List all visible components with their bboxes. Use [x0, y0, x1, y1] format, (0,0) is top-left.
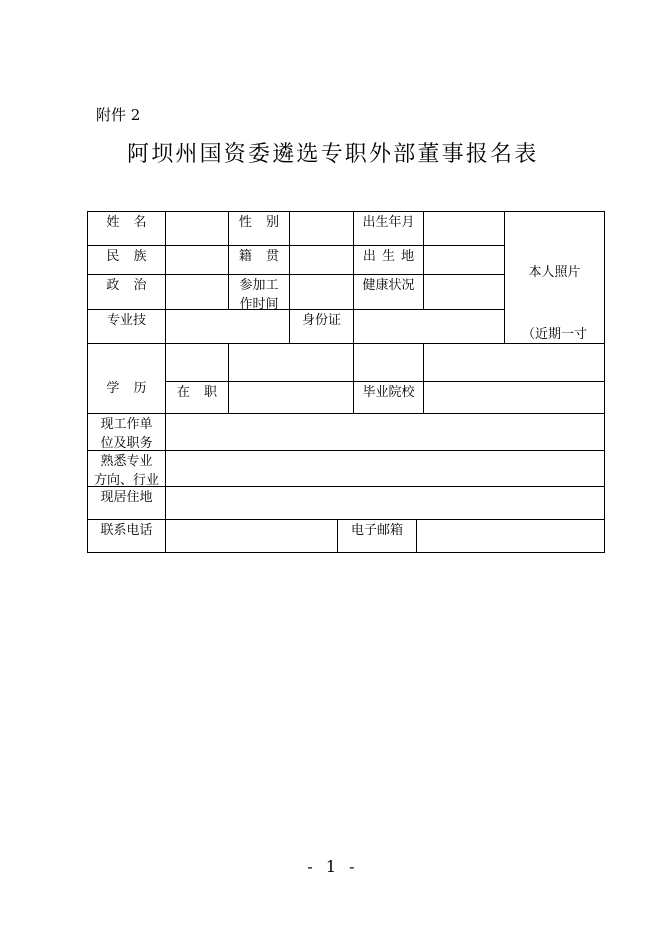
photo-line-2: （近期一寸: [521, 327, 587, 342]
expertise-value-cell: [166, 451, 605, 487]
birthplace-label: 出 生 地: [354, 246, 424, 275]
professional-title-value-cell: [166, 310, 290, 344]
full-time-school-label-cell: [354, 344, 424, 382]
attachment-label: 附件 2: [96, 106, 141, 124]
in-service-school-label: 毕业院校: [354, 382, 424, 414]
id-card-value-cell: [354, 310, 505, 344]
in-service-education-value-cell: [229, 382, 354, 414]
full-time-education-value-cell: [229, 344, 354, 382]
photo-placeholder: [505, 212, 605, 344]
residence-value-cell: [166, 487, 605, 520]
name-value-cell: [166, 212, 229, 246]
work-start-label: 参加工 作时间: [229, 275, 290, 310]
health-label: 健康状况: [354, 275, 424, 310]
name-label: 姓 名: [88, 212, 166, 246]
education-label: 学 历: [106, 381, 147, 396]
page-number: - 1 -: [307, 857, 355, 876]
ethnicity-label: 民 族: [88, 246, 166, 275]
political-status-value-cell: [166, 275, 229, 310]
native-place-label: 籍 贯: [229, 246, 290, 275]
birth-date-value-cell: [424, 212, 505, 246]
current-position-value-cell: [166, 414, 605, 451]
professional-title-label: 专业技: [88, 310, 166, 344]
gender-label: 性 别: [229, 212, 290, 246]
political-status-label: 政 治: [88, 275, 166, 310]
full-time-school-value-cell: [424, 344, 605, 382]
in-service-label: 在 职: [166, 382, 229, 414]
phone-label: 联系电话: [88, 520, 166, 553]
email-label: 电子邮箱: [338, 520, 417, 553]
registration-form-table: [87, 211, 605, 553]
full-time-label-cell: [166, 344, 229, 382]
email-value-cell: [417, 520, 605, 553]
id-card-label: 身份证: [290, 310, 354, 344]
photo-line-1: 本人照片: [528, 265, 581, 280]
native-place-value-cell: [290, 246, 354, 275]
current-position-label: 现工作单 位及职务: [88, 414, 166, 451]
gender-value-cell: [290, 212, 354, 246]
residence-label: 现居住地: [88, 487, 166, 520]
form-title: 阿坝州国资委遴选专职外部董事报名表: [127, 142, 539, 167]
expertise-label: 熟悉专业 方向、行业: [88, 451, 166, 487]
health-value-cell: [424, 275, 505, 310]
education-degree-label: [88, 344, 166, 414]
birth-date-label: 出生年月: [354, 212, 424, 246]
ethnicity-value-cell: [166, 246, 229, 275]
work-start-value-cell: [290, 275, 354, 310]
in-service-school-value-cell: [424, 382, 605, 414]
phone-value-cell: [166, 520, 338, 553]
birthplace-value-cell: [424, 246, 505, 275]
